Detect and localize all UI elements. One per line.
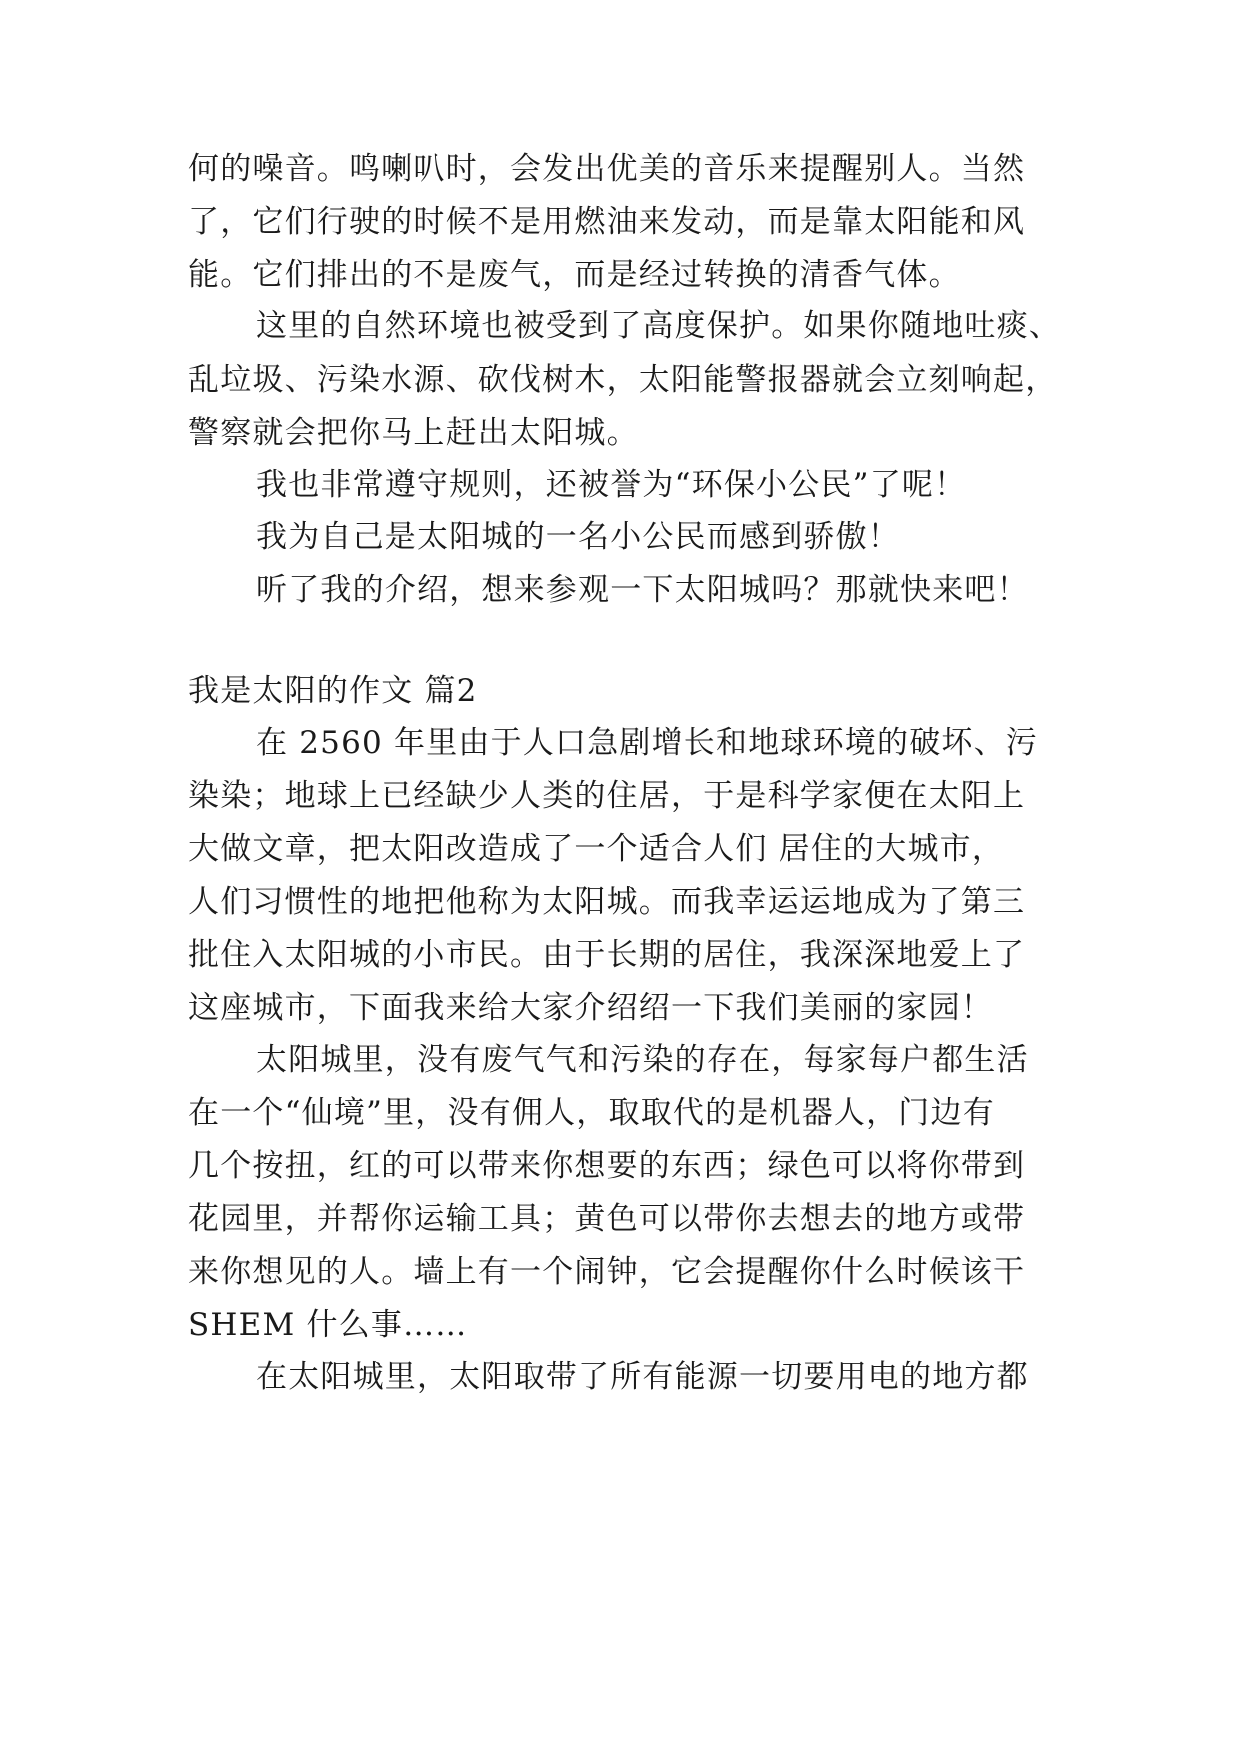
text-line: 来你想见的人。墙上有一个闹钟，它会提醒你什么时候该干 [188, 1254, 1026, 1290]
paragraph-first-line: 太阳城里，没有废气气和污染的存在，每家每户都生活 [256, 1042, 1029, 1078]
text-line: 乱垃圾、污染水源、砍伐树木，太阳能警报器就会立刻响起， [188, 362, 1058, 398]
paragraph-first-line: 在太阳城里，太阳取带了所有能源一切要用电的地方都 [256, 1359, 1029, 1395]
section-heading: 我是太阳的作文 篇2 [188, 673, 478, 709]
paragraph-first-line: 我为自己是太阳城的一名小公民而感到骄傲！ [256, 519, 900, 555]
text-line: 在一个“仙境”里，没有佣人，取取代的是机器人，门边有 [188, 1095, 995, 1131]
text-line: 几个按扭，红的可以带来你想要的东西；绿色可以将你带到 [188, 1148, 1026, 1184]
paragraph-first-line: 这里的自然环境也被受到了高度保护。如果你随地吐痰、 [256, 308, 1061, 344]
text-line: SHEM 什么事…… [188, 1307, 468, 1343]
text-line: 花园里，并帮你运输工具；黄色可以带你去想去的地方或带 [188, 1201, 1026, 1237]
paragraph-first-line: 听了我的介绍，想来参观一下太阳城吗？那就快来吧！ [256, 572, 1029, 608]
text-line: 人们习惯性的地把他称为太阳城。而我幸运运地成为了第三 [188, 884, 1026, 920]
text-line: 批住入太阳城的小市民。由于长期的居住，我深深地爱上了 [188, 937, 1026, 973]
paragraph-first-line: 在 2560 年里由于人口急剧增长和地球环境的破坏、污 [256, 725, 1038, 761]
text-line: 了，它们行驶的时候不是用燃油来发动，而是靠太阳能和风 [188, 204, 1026, 240]
text-line: 警察就会把你马上赶出太阳城。 [188, 415, 639, 451]
text-line: 这座城市，下面我来给大家介绍绍一下我们美丽的家园！ [188, 990, 993, 1026]
text-line: 何的噪音。鸣喇叭时，会发出优美的音乐来提醒别人。当然 [188, 151, 1026, 187]
paragraph-first-line: 我也非常遵守规则，还被誉为“环保小公民”了呢！ [256, 467, 967, 503]
text-line: 能。它们排出的不是废气，而是经过转换的清香气体。 [188, 257, 961, 293]
text-line: 大做文章，把太阳改造成了一个适合人们 居住的大城市， [188, 831, 1005, 867]
text-line: 染染；地球上已经缺少人类的住居，于是科学家便在太阳上 [188, 778, 1026, 814]
